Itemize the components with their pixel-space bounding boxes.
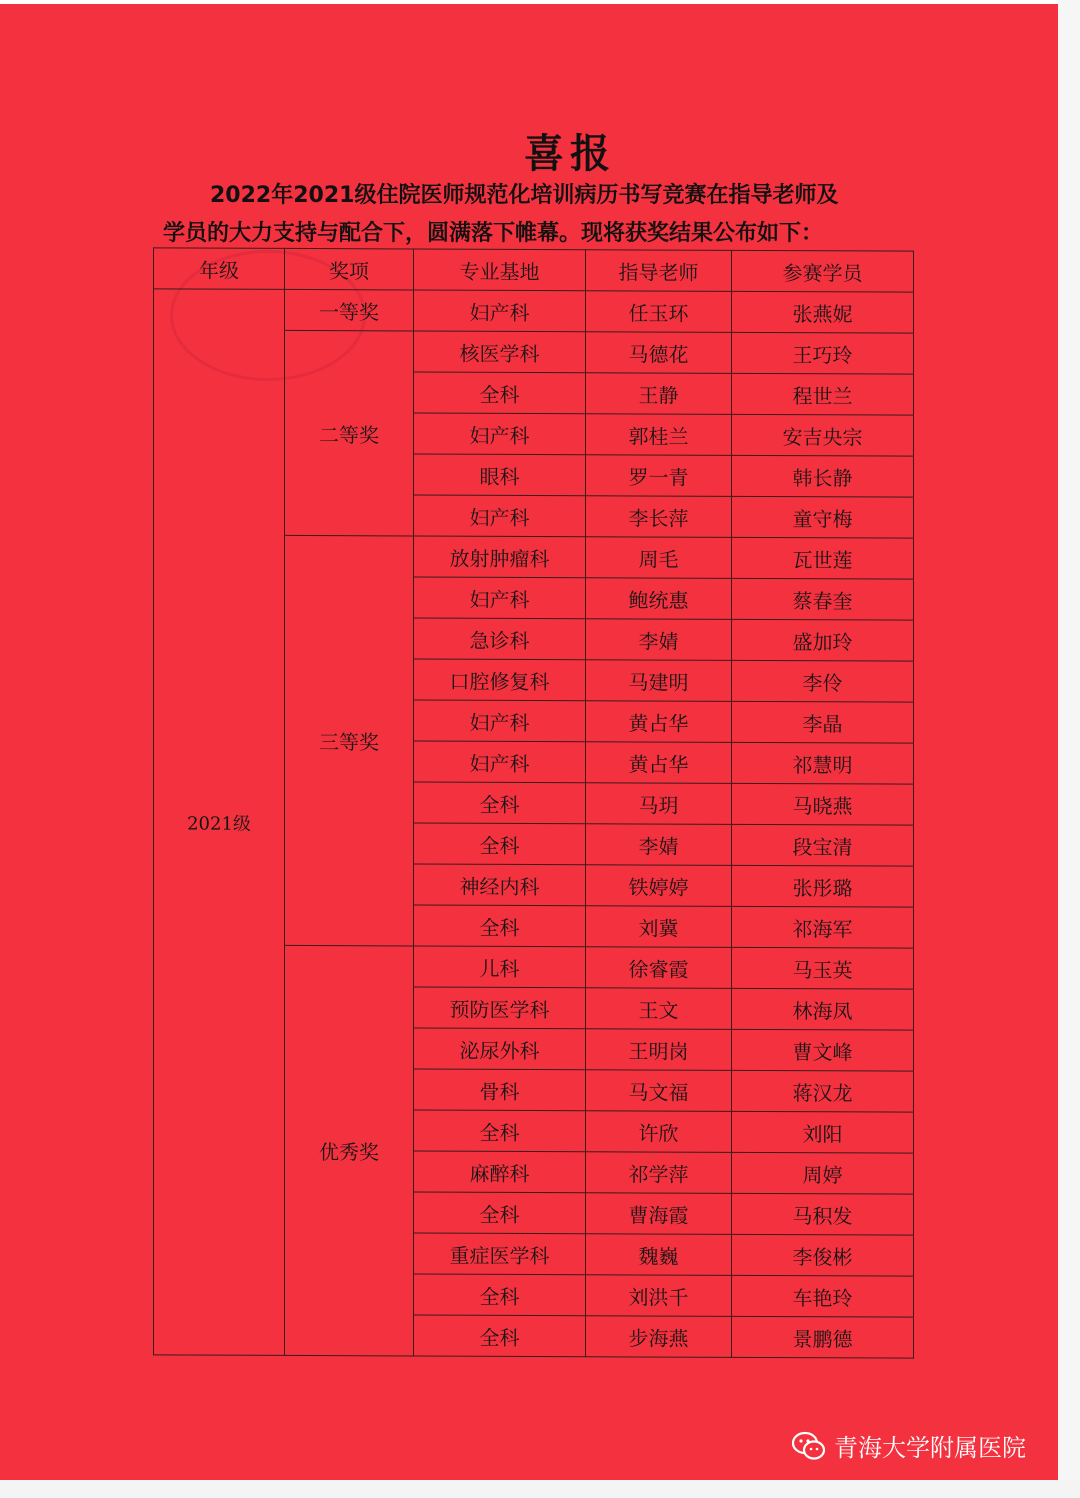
- teacher-cell: 铁婷婷: [586, 865, 732, 907]
- teacher-cell: 祁学萍: [586, 1152, 732, 1194]
- student-cell: 李晶: [732, 701, 914, 743]
- teacher-cell: 黄占华: [586, 742, 732, 784]
- student-cell: 安吉央宗: [732, 414, 914, 456]
- footer-watermark: [792, 1428, 1026, 1463]
- teacher-cell: 马玥: [586, 783, 732, 825]
- teacher-cell: 王静: [586, 373, 732, 415]
- student-cell: 瓦世莲: [732, 537, 914, 579]
- student-cell: 林海凤: [732, 988, 914, 1030]
- award-level-cell: 三等奖: [285, 535, 414, 946]
- teacher-cell: 曹海霞: [586, 1193, 732, 1235]
- header-grade: 年级: [154, 248, 285, 290]
- teacher-cell: 李婧: [586, 824, 732, 866]
- base-cell: 全科: [414, 372, 586, 414]
- student-cell: 蒋汉龙: [732, 1070, 914, 1112]
- teacher-cell: 马建明: [586, 660, 732, 702]
- student-cell: 祁海军: [732, 906, 914, 948]
- base-cell: 口腔修复科: [414, 659, 586, 701]
- header-student: 参赛学员: [732, 250, 914, 292]
- award-level-cell: 一等奖: [285, 289, 414, 331]
- base-cell: 全科: [414, 782, 586, 824]
- base-cell: 妇产科: [414, 495, 586, 537]
- student-cell: 程世兰: [732, 373, 914, 415]
- teacher-cell: 马德花: [586, 332, 732, 374]
- base-cell: 儿科: [414, 946, 586, 988]
- teacher-cell: 马文福: [586, 1070, 732, 1112]
- student-cell: 祁慧明: [732, 742, 914, 784]
- teacher-cell: 鲍统惠: [586, 578, 732, 620]
- student-cell: 韩长静: [732, 455, 914, 497]
- award-table-body: [154, 289, 914, 1358]
- header-award: 奖项: [285, 248, 414, 290]
- student-cell: 曹文峰: [732, 1029, 914, 1071]
- base-cell: 重症医学科: [414, 1233, 586, 1275]
- footer-account-name: 青海大学附属医院: [834, 1434, 1026, 1462]
- base-cell: 全科: [414, 1274, 586, 1316]
- student-cell: 张燕妮: [732, 291, 914, 333]
- grade-cell: 2021级: [154, 289, 285, 1356]
- base-cell: 妇产科: [414, 290, 586, 332]
- teacher-cell: 黄占华: [586, 701, 732, 743]
- base-cell: 全科: [414, 905, 586, 947]
- base-cell: 麻醉科: [414, 1151, 586, 1193]
- student-cell: 蔡春奎: [732, 578, 914, 620]
- wechat-icon: [792, 1431, 826, 1461]
- scan-margin-bottom: [0, 1480, 1080, 1498]
- teacher-cell: 李长萍: [586, 496, 732, 538]
- base-cell: 眼科: [414, 454, 586, 496]
- teacher-cell: 王明岗: [586, 1029, 732, 1071]
- base-cell: 预防医学科: [414, 987, 586, 1029]
- page-title: 喜报: [524, 131, 616, 177]
- award-level-cell: 二等奖: [285, 330, 414, 536]
- teacher-cell: 任玉环: [586, 291, 732, 333]
- student-cell: 马晓燕: [732, 783, 914, 825]
- base-cell: 泌尿外科: [414, 1028, 586, 1070]
- base-cell: 妇产科: [414, 741, 586, 783]
- teacher-cell: 徐睿霞: [586, 947, 732, 989]
- intro-line-1: 2022年2021级住院医师规范化培训病历书写竞赛在指导老师及: [210, 183, 839, 208]
- intro-line-2: 学员的大力支持与配合下，圆满落下帷幕。现将获奖结果公布如下：: [163, 221, 824, 246]
- student-cell: 马玉英: [732, 947, 914, 989]
- student-cell: 周婷: [732, 1152, 914, 1194]
- student-cell: 车艳玲: [732, 1275, 914, 1317]
- base-cell: 妇产科: [414, 577, 586, 619]
- teacher-cell: 李婧: [586, 619, 732, 661]
- student-cell: 童守梅: [732, 496, 914, 538]
- student-cell: 段宝清: [732, 824, 914, 866]
- award-level-cell: 优秀奖: [285, 945, 414, 1356]
- teacher-cell: 郭桂兰: [586, 414, 732, 456]
- award-table: [153, 247, 914, 1358]
- student-cell: 刘阳: [732, 1111, 914, 1153]
- base-cell: 核医学科: [414, 331, 586, 373]
- header-base: 专业基地: [414, 249, 586, 291]
- table-header-row: [154, 248, 914, 292]
- student-cell: 张彤璐: [732, 865, 914, 907]
- base-cell: 全科: [414, 1192, 586, 1234]
- teacher-cell: 周毛: [586, 537, 732, 579]
- student-cell: 王巧玲: [732, 332, 914, 374]
- base-cell: 骨科: [414, 1069, 586, 1111]
- base-cell: 妇产科: [414, 700, 586, 742]
- header-teacher: 指导老师: [586, 250, 732, 292]
- base-cell: 妇产科: [414, 413, 586, 455]
- teacher-cell: 刘洪千: [586, 1275, 732, 1317]
- base-cell: 神经内科: [414, 864, 586, 906]
- student-cell: 景鹏德: [732, 1316, 914, 1358]
- teacher-cell: 魏巍: [586, 1234, 732, 1276]
- teacher-cell: 罗一青: [586, 455, 732, 497]
- table-row: [154, 289, 914, 333]
- base-cell: 全科: [414, 1315, 586, 1357]
- teacher-cell: 刘冀: [586, 906, 732, 948]
- teacher-cell: 王文: [586, 988, 732, 1030]
- base-cell: 放射肿瘤科: [414, 536, 586, 578]
- base-cell: 急诊科: [414, 618, 586, 660]
- student-cell: 李俊彬: [732, 1234, 914, 1276]
- scan-margin-right: [1058, 0, 1080, 1498]
- base-cell: 全科: [414, 823, 586, 865]
- student-cell: 盛加玲: [732, 619, 914, 661]
- teacher-cell: 步海燕: [586, 1316, 732, 1358]
- base-cell: 全科: [414, 1110, 586, 1152]
- student-cell: 马积发: [732, 1193, 914, 1235]
- teacher-cell: 许欣: [586, 1111, 732, 1153]
- student-cell: 李伶: [732, 660, 914, 702]
